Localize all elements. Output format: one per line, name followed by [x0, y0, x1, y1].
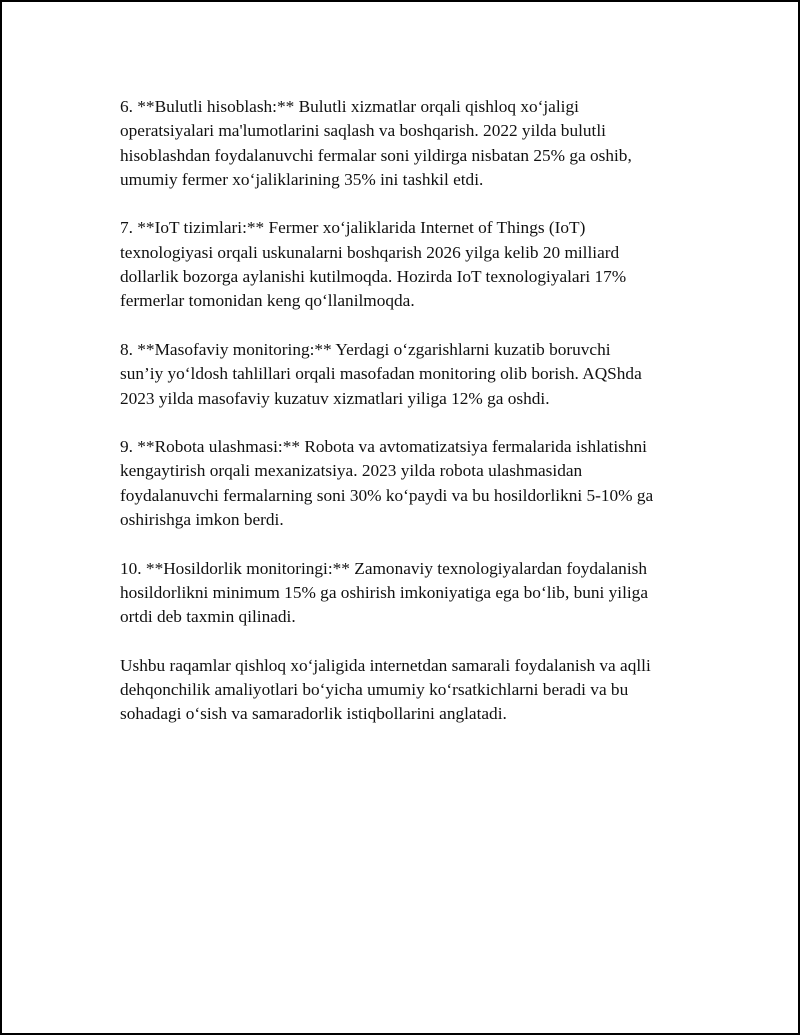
paragraph-yield-monitoring: 10. **Hosildorlik monitoringi:** Zamonaviy texnologiyalardan foydalanish hosildorlikni minimum 15% ga oshirish imkoniyatiga ega bo‘lib, buni yiliga ortdi deb taxmin qilinadi.: [120, 558, 648, 627]
paragraph-cloud-computing: 6. **Bulutli hisoblash:** Bulutli xizmatlar orqali qishloq xo‘jaligi operatsiyalari ma'lumotlarini saqlash va boshqarish. 2022 yilda bulutli hisoblashdan foydalanuvchi fermalar soni yildirga nisbatan 25% ga oshib, umumiy fermer xo‘jaliklarining 35% ini tashkil etdi.: [120, 97, 632, 189]
paragraph-robotics: 9. **Robota ulashmasi:** Robota va avtomatizatsiya fermalarida ishlatishni kengaytirish orqali mexanizatsiya. 2023 yilda robota ulashmasidan foydalanuvchi fermalarning soni 30% ko‘paydi va bu hosildorlikni 5-10% ga oshirishga imkon berdi.: [120, 437, 654, 530]
paragraph-iot-systems: 7. **IoT tizimlari:** Fermer xo‘jaliklarida Internet of Things (IoT) texnologiyasi orqali uskunalarni boshqarish 2026 yilga kelib 20 milliard dollarlik bozorga aylanishi kutilmoqda. Hozirda IoT texnologiyalari 17% fermerlar tomonidan keng qo‘llanilmoqda.: [120, 218, 627, 311]
paragraph-conclusion: Ushbu raqamlar qishloq xo‘jaligida internetdan samarali foydalanish va aqlli dehqonchilik amaliyotlari bo‘yicha umumiy ko‘rsatkichlarni beradi va bu sohadagi o‘sish va samaradorlik istiqbollarini anglatadi.: [120, 655, 651, 724]
paragraph-remote-monitoring: 8. **Masofaviy monitoring:** Yerdagi o‘zgarishlarni kuzatib boruvchi sun’iy yo‘ldosh tahlillari orqali masofadan monitoring olib borish. AQShda 2023 yilda masofaviy kuzatuv xizmatlari yiliga 12% ga oshdi.: [120, 339, 642, 408]
document-body: [120, 95, 700, 751]
